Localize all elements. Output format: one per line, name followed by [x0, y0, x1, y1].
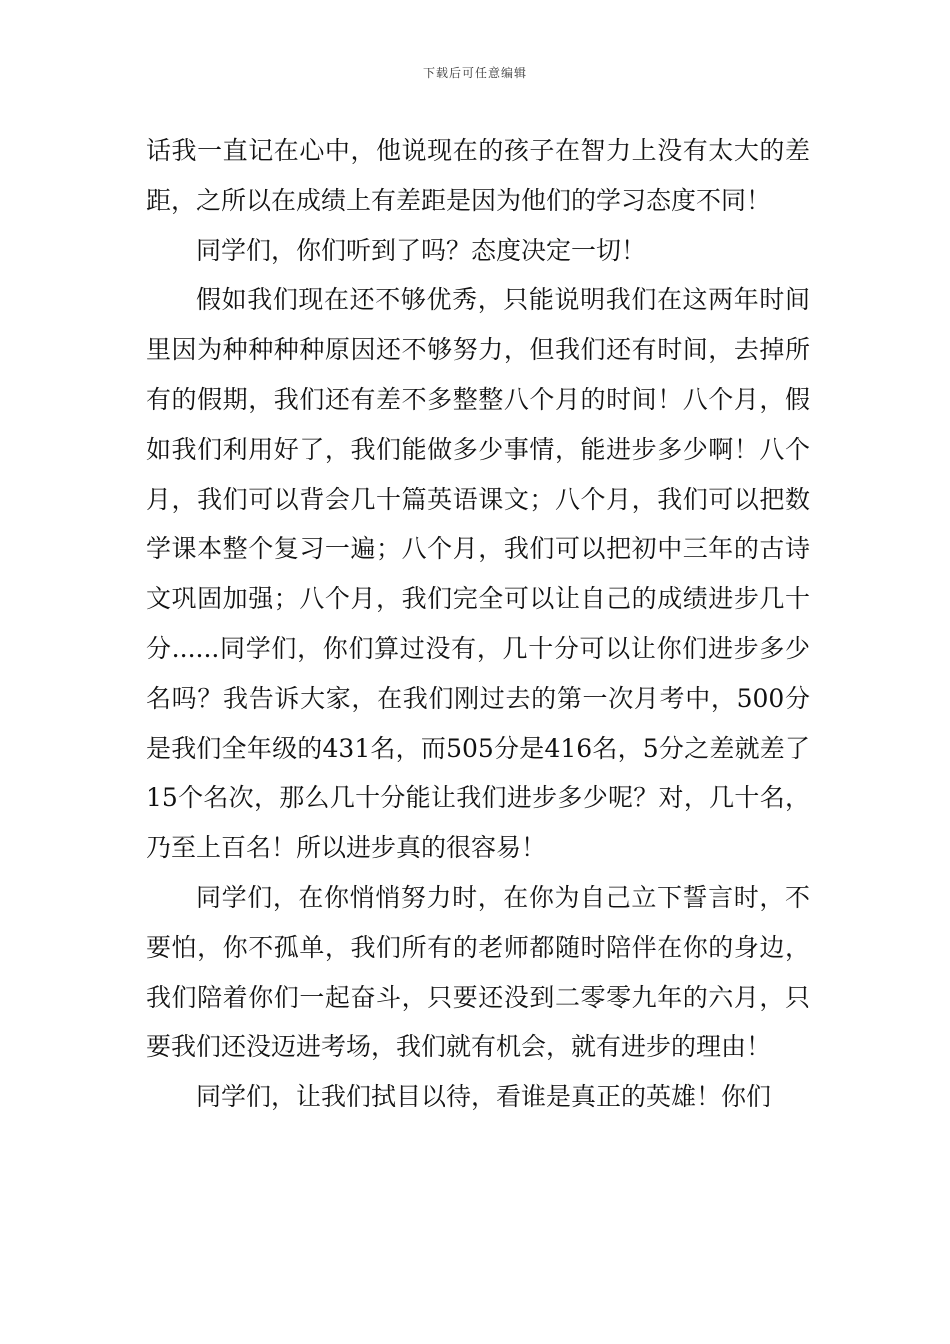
paragraph-2: 同学们，你们听到了吗？态度决定一切！ — [196, 235, 647, 265]
document-body — [146, 126, 810, 1122]
paragraph-3: 假如我们现在还不够优秀，只能说明我们在这两年时间里因为种种种种原因还不够努力，但我们还有时间，去掉所有的假期，我们还有差不多整整八个月的时间！八个月，假如我们利用好了，我们能做多少事情，能进步多少啊！八个月，我们可以背会几十篇英语课文；八个月，我们可以把数学课本整个复习一遍；八个月，我们可以把初中三年的古诗文巩固加强；八个月，我们完全可以让自己的成绩进步几十分......同学们，你们算过没有，几十分可以让你们进步多少名吗？我告诉大家，在我们刚过去的第一次月考中，500分是我们全年级的431名，而505分是416名，5分之差就差了15个名次，那么几十分能让我们进步多少呢？对，几十名，乃至上百名！所以进步真的很容易！ — [146, 285, 810, 863]
paragraph-5: 同学们，让我们拭目以待，看谁是真正的英雄！你们 — [196, 1082, 772, 1112]
paragraph-4: 同学们，在你悄悄努力时，在你为自己立下誓言时，不要怕，你不孤单，我们所有的老师都随时陪伴在你的身边，我们陪着你们一起奋斗，只要还没到二零零九年的六月，只要我们还没迈进考场，我们就有机会，就有进步的理由！ — [146, 882, 810, 1062]
page-header: 下载后可任意编辑 — [422, 66, 527, 80]
paragraph-1: 话我一直记在心中，他说现在的孩子在智力上没有太大的差距，之所以在成绩上有差距是因为他们的学习态度不同！ — [146, 136, 810, 215]
